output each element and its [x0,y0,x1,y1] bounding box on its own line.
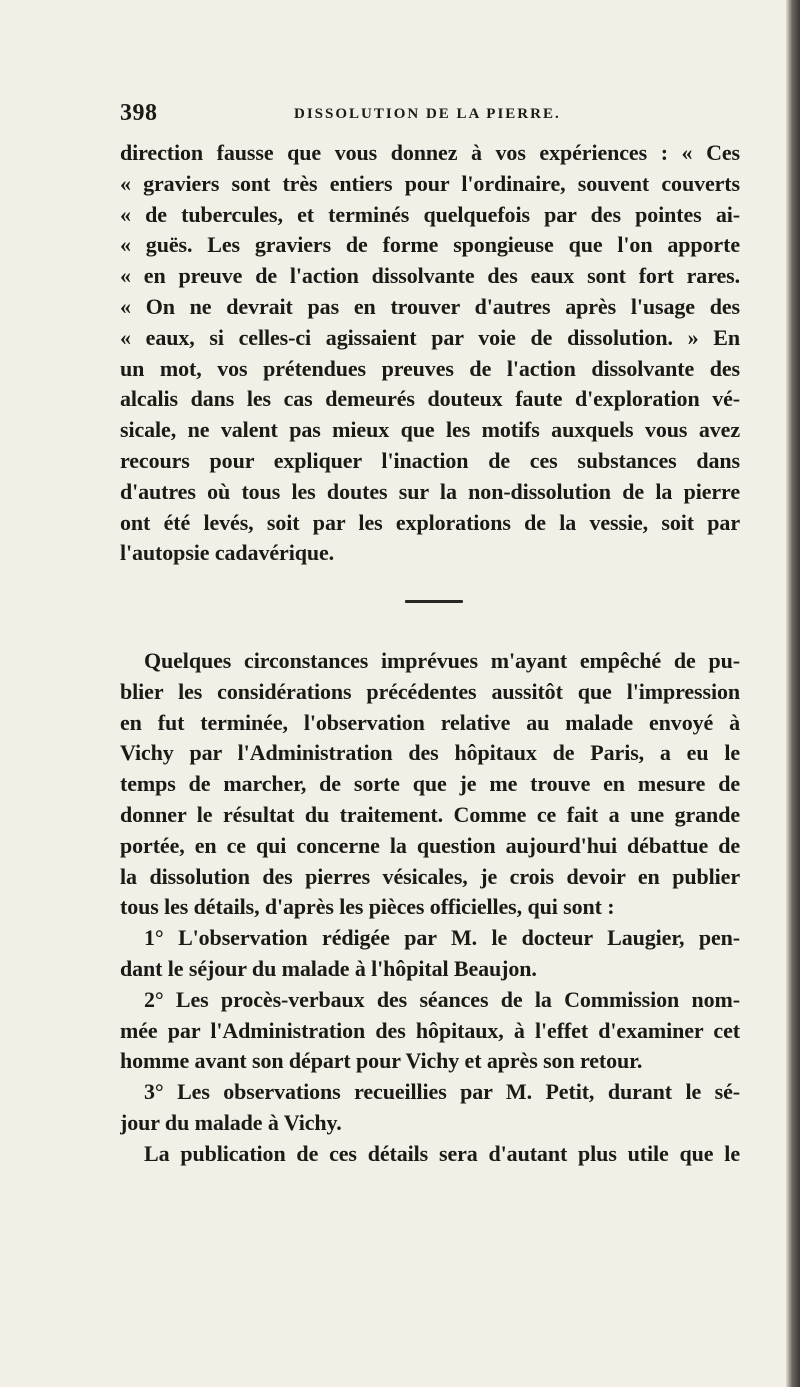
text-line: tous les détails, d'après les pièces officielles, qui sont : [120,894,615,920]
text-line: alcalis dans les cas demeurés douteux faute d'exploration vé- [120,386,740,412]
text-line: la dissolution des pierres vésicales, je crois devoir en publier [120,863,740,889]
text-line: ont été levés, soit par les explorations de la vessie, soit par [120,509,740,535]
text-line: jour du malade à Vichy. [120,1109,342,1135]
text-line: portée, en ce qui concerne la question aujourd'hui débattue de [120,832,740,858]
text-line: dant le séjour du malade à l'hôpital Beaujon. [120,955,537,981]
text-line: « en preuve de l'action dissolvante des eaux sont fort rares. [120,263,740,289]
paragraph-postscript [120,646,740,1170]
section-divider [405,600,463,603]
text-line: « graviers sont très entiers pour l'ordinaire, souvent couverts [120,170,740,196]
text-line: recours pour expliquer l'inaction de ces substances dans [120,447,740,473]
text-line: en fut terminée, l'observation relative au malade envoyé à [120,709,740,735]
running-head: DISSOLUTION DE LA PIERRE. [294,106,561,122]
text-line: direction fausse que vous donnez à vos expériences : « Ces [120,140,740,165]
text-line: « de tubercules, et terminés quelquefois par des pointes ai- [120,201,740,227]
page-header [120,100,740,130]
text-line: d'autres où tous les doutes sur la non-dissolution de la pierre [120,478,740,504]
text-line: « eaux, si celles-ci agissaient par voie de dissolution. » En [120,324,740,350]
text-line: « On ne devrait pas en trouver d'autres après l'usage des [120,293,740,319]
text-line: l'autopsie cadavérique. [120,540,335,566]
text-line: blier les considérations précédentes aussitôt que l'impression [120,678,740,704]
text-line: donner le résultat du traitement. Comme ce fait a une grande [120,801,740,827]
page-number: 398 [120,100,158,126]
text-line: La publication de ces détails sera d'autant plus utile que le [144,1140,740,1166]
text-line: 2° Les procès-verbaux des séances de la Commission nom- [144,986,740,1012]
text-line: 1° L'observation rédigée par M. le docteur Laugier, pen- [144,925,740,951]
text-line: sicale, ne valent pas mieux que les motifs auxquels vous avez [120,417,740,443]
text-line: homme avant son départ pour Vichy et après son retour. [120,1048,643,1074]
text-line: Vichy par l'Administration des hôpitaux de Paris, a eu le [120,740,740,766]
text-line: un mot, vos prétendues preuves de l'action dissolvante des [120,355,740,381]
text-line: temps de marcher, de sorte que je me trouve en mesure de [120,771,740,797]
text-line: 3° Les observations recueillies par M. Petit, durant le sé- [144,1079,740,1105]
page-edge-shadow [786,0,800,1387]
text-line: « guës. Les graviers de forme spongieuse que l'on apporte [120,232,740,258]
text-line: Quelques circonstances imprévues m'ayant empêché de pu- [144,648,740,673]
paragraph-quotation-end [120,138,740,569]
text-line: mée par l'Administration des hôpitaux, à l'effet d'examiner cet [120,1017,740,1043]
